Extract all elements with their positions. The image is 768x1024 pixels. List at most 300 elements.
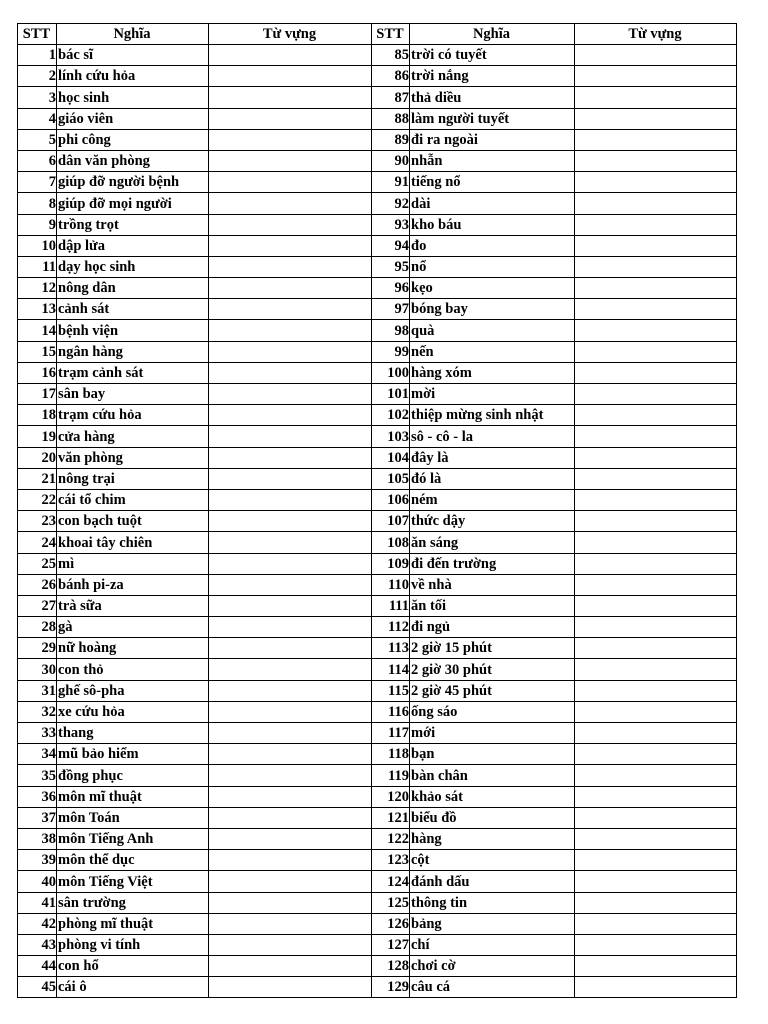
meaning-cell-right: về nhà xyxy=(410,574,575,595)
meaning-cell-left: khoai tây chiên xyxy=(57,532,209,553)
table-row xyxy=(18,214,737,235)
row-number-left: 22 xyxy=(18,489,57,510)
meaning-cell-left: trà sữa xyxy=(57,595,209,616)
vocab-cell-left[interactable] xyxy=(209,638,372,659)
meaning-cell-right: tiếng nổ xyxy=(410,172,575,193)
vocab-cell-left[interactable] xyxy=(209,956,372,977)
table-row xyxy=(18,66,737,87)
vocab-cell-right[interactable] xyxy=(575,617,737,638)
header-vocab-right: Từ vựng xyxy=(575,24,737,45)
vocab-cell-right[interactable] xyxy=(575,977,737,998)
meaning-cell-right: ném xyxy=(410,489,575,510)
meaning-cell-left: môn Tiếng Anh xyxy=(57,828,209,849)
row-number-left: 29 xyxy=(18,638,57,659)
row-number-right: 112 xyxy=(372,617,410,638)
row-number-right: 121 xyxy=(372,807,410,828)
table-row xyxy=(18,108,737,129)
row-number-right: 96 xyxy=(372,278,410,299)
vocab-cell-left[interactable] xyxy=(209,384,372,405)
meaning-cell-right: mời xyxy=(410,384,575,405)
meaning-cell-right: đo xyxy=(410,235,575,256)
meaning-cell-left: môn Toán xyxy=(57,807,209,828)
vocab-cell-right[interactable] xyxy=(575,892,737,913)
vocab-cell-right[interactable] xyxy=(575,934,737,955)
row-number-right: 85 xyxy=(372,45,410,66)
meaning-cell-left: con hổ xyxy=(57,956,209,977)
vocab-cell-left[interactable] xyxy=(209,765,372,786)
meaning-cell-right: đi ngủ xyxy=(410,617,575,638)
table-row xyxy=(18,489,737,510)
row-number-left: 7 xyxy=(18,172,57,193)
row-number-right: 102 xyxy=(372,405,410,426)
vocab-cell-right[interactable] xyxy=(575,256,737,277)
vocab-cell-right[interactable] xyxy=(575,405,737,426)
vocab-cell-left[interactable] xyxy=(209,172,372,193)
table-row xyxy=(18,828,737,849)
vocab-cell-left[interactable] xyxy=(209,87,372,108)
meaning-cell-right: đi đến trường xyxy=(410,553,575,574)
vocab-cell-right[interactable] xyxy=(575,426,737,447)
header-meaning-right: Nghĩa xyxy=(410,24,575,45)
table-row xyxy=(18,532,737,553)
row-number-left: 17 xyxy=(18,384,57,405)
row-number-left: 15 xyxy=(18,341,57,362)
table-row xyxy=(18,701,737,722)
vocab-cell-right[interactable] xyxy=(575,553,737,574)
meaning-cell-right: bạn xyxy=(410,744,575,765)
meaning-cell-right: nến xyxy=(410,341,575,362)
row-number-right: 101 xyxy=(372,384,410,405)
table-row xyxy=(18,956,737,977)
row-number-right: 93 xyxy=(372,214,410,235)
vocab-cell-left[interactable] xyxy=(209,235,372,256)
meaning-cell-left: mũ bảo hiểm xyxy=(57,744,209,765)
row-number-right: 92 xyxy=(372,193,410,214)
meaning-cell-left: ghế sô-pha xyxy=(57,680,209,701)
meaning-cell-left: ngân hàng xyxy=(57,341,209,362)
table-row xyxy=(18,468,737,489)
table-row xyxy=(18,447,737,468)
meaning-cell-right: câu cá xyxy=(410,977,575,998)
vocab-cell-left[interactable] xyxy=(209,108,372,129)
vocab-cell-left[interactable] xyxy=(209,320,372,341)
vocab-cell-right[interactable] xyxy=(575,341,737,362)
meaning-cell-left: thang xyxy=(57,723,209,744)
meaning-cell-left: dập lửa xyxy=(57,235,209,256)
vocab-cell-right[interactable] xyxy=(575,320,737,341)
row-number-left: 27 xyxy=(18,595,57,616)
row-number-left: 4 xyxy=(18,108,57,129)
vocab-cell-right[interactable] xyxy=(575,765,737,786)
row-number-left: 35 xyxy=(18,765,57,786)
vocab-cell-left[interactable] xyxy=(209,850,372,871)
row-number-right: 94 xyxy=(372,235,410,256)
vocab-cell-left[interactable] xyxy=(209,129,372,150)
meaning-cell-right: chơi cờ xyxy=(410,956,575,977)
table-row xyxy=(18,129,737,150)
table-row xyxy=(18,892,737,913)
row-number-left: 34 xyxy=(18,744,57,765)
meaning-cell-left: bệnh viện xyxy=(57,320,209,341)
meaning-cell-left: nữ hoàng xyxy=(57,638,209,659)
meaning-cell-right: thức dậy xyxy=(410,511,575,532)
vocab-cell-left[interactable] xyxy=(209,977,372,998)
vocab-cell-right[interactable] xyxy=(575,807,737,828)
row-number-left: 45 xyxy=(18,977,57,998)
vocab-cell-right[interactable] xyxy=(575,235,737,256)
vocab-cell-left[interactable] xyxy=(209,489,372,510)
vocab-cell-right[interactable] xyxy=(575,680,737,701)
vocab-cell-left[interactable] xyxy=(209,659,372,680)
row-number-left: 38 xyxy=(18,828,57,849)
row-number-left: 44 xyxy=(18,956,57,977)
vocab-cell-left[interactable] xyxy=(209,362,372,383)
vocab-cell-right[interactable] xyxy=(575,384,737,405)
vocab-cell-right[interactable] xyxy=(575,468,737,489)
row-number-right: 99 xyxy=(372,341,410,362)
vocab-cell-right[interactable] xyxy=(575,850,737,871)
row-number-left: 1 xyxy=(18,45,57,66)
row-number-right: 89 xyxy=(372,129,410,150)
vocab-cell-left[interactable] xyxy=(209,828,372,849)
vocab-cell-right[interactable] xyxy=(575,193,737,214)
vocab-cell-right[interactable] xyxy=(575,66,737,87)
vocab-cell-left[interactable] xyxy=(209,341,372,362)
row-number-left: 3 xyxy=(18,87,57,108)
row-number-right: 124 xyxy=(372,871,410,892)
vocab-cell-right[interactable] xyxy=(575,150,737,171)
vocab-cell-left[interactable] xyxy=(209,871,372,892)
row-number-right: 114 xyxy=(372,659,410,680)
table-row xyxy=(18,150,737,171)
vocab-cell-right[interactable] xyxy=(575,362,737,383)
row-number-right: 100 xyxy=(372,362,410,383)
vocab-cell-right[interactable] xyxy=(575,574,737,595)
vocab-cell-right[interactable] xyxy=(575,913,737,934)
table-row xyxy=(18,362,737,383)
meaning-cell-right: làm người tuyết xyxy=(410,108,575,129)
table-row xyxy=(18,638,737,659)
vocab-cell-left[interactable] xyxy=(209,701,372,722)
row-number-left: 13 xyxy=(18,299,57,320)
meaning-cell-right: mới xyxy=(410,723,575,744)
row-number-left: 41 xyxy=(18,892,57,913)
row-number-right: 98 xyxy=(372,320,410,341)
table-row xyxy=(18,256,737,277)
meaning-cell-right: bảng xyxy=(410,913,575,934)
vocab-cell-left[interactable] xyxy=(209,892,372,913)
table-row xyxy=(18,934,737,955)
header-row xyxy=(18,24,737,45)
table-row xyxy=(18,807,737,828)
vocab-cell-left[interactable] xyxy=(209,913,372,934)
row-number-right: 127 xyxy=(372,934,410,955)
row-number-left: 30 xyxy=(18,659,57,680)
row-number-left: 42 xyxy=(18,913,57,934)
table-row xyxy=(18,913,737,934)
row-number-right: 107 xyxy=(372,511,410,532)
meaning-cell-right: cột xyxy=(410,850,575,871)
row-number-left: 31 xyxy=(18,680,57,701)
meaning-cell-left: gà xyxy=(57,617,209,638)
meaning-cell-left: phòng mĩ thuật xyxy=(57,913,209,934)
row-number-right: 123 xyxy=(372,850,410,871)
table-row xyxy=(18,871,737,892)
header-meaning-left: Nghĩa xyxy=(57,24,209,45)
table-row xyxy=(18,765,737,786)
vocab-cell-left[interactable] xyxy=(209,723,372,744)
meaning-cell-right: trời có tuyết xyxy=(410,45,575,66)
table-row xyxy=(18,659,737,680)
row-number-right: 113 xyxy=(372,638,410,659)
meaning-cell-left: dạy học sinh xyxy=(57,256,209,277)
row-number-left: 8 xyxy=(18,193,57,214)
header-vocab-left: Từ vựng xyxy=(209,24,372,45)
meaning-cell-right: biểu đồ xyxy=(410,807,575,828)
meaning-cell-left: môn Tiếng Việt xyxy=(57,871,209,892)
vocab-cell-left[interactable] xyxy=(209,278,372,299)
row-number-left: 12 xyxy=(18,278,57,299)
meaning-cell-right: đi ra ngoài xyxy=(410,129,575,150)
meaning-cell-right: thông tin xyxy=(410,892,575,913)
vocab-cell-left[interactable] xyxy=(209,299,372,320)
row-number-right: 111 xyxy=(372,595,410,616)
row-number-left: 25 xyxy=(18,553,57,574)
table-row xyxy=(18,320,737,341)
row-number-right: 120 xyxy=(372,786,410,807)
meaning-cell-left: cái ô xyxy=(57,977,209,998)
vocabulary-table xyxy=(17,23,737,998)
row-number-left: 43 xyxy=(18,934,57,955)
row-number-right: 90 xyxy=(372,150,410,171)
row-number-left: 33 xyxy=(18,723,57,744)
meaning-cell-left: cảnh sát xyxy=(57,299,209,320)
meaning-cell-right: thả diều xyxy=(410,87,575,108)
row-number-right: 95 xyxy=(372,256,410,277)
meaning-cell-left: nông dân xyxy=(57,278,209,299)
row-number-right: 128 xyxy=(372,956,410,977)
row-number-right: 116 xyxy=(372,701,410,722)
meaning-cell-right: chí xyxy=(410,934,575,955)
vocab-cell-right[interactable] xyxy=(575,129,737,150)
vocab-cell-left[interactable] xyxy=(209,744,372,765)
table-row xyxy=(18,235,737,256)
vocab-cell-left[interactable] xyxy=(209,193,372,214)
meaning-cell-left: cái tổ chim xyxy=(57,489,209,510)
table-row xyxy=(18,384,737,405)
vocab-cell-right[interactable] xyxy=(575,87,737,108)
meaning-cell-left: trạm cảnh sát xyxy=(57,362,209,383)
meaning-cell-right: ống sáo xyxy=(410,701,575,722)
row-number-left: 14 xyxy=(18,320,57,341)
row-number-right: 97 xyxy=(372,299,410,320)
vocab-cell-left[interactable] xyxy=(209,405,372,426)
row-number-left: 24 xyxy=(18,532,57,553)
vocab-cell-right[interactable] xyxy=(575,447,737,468)
table-row xyxy=(18,617,737,638)
meaning-cell-right: sô - cô - la xyxy=(410,426,575,447)
row-number-right: 115 xyxy=(372,680,410,701)
vocab-cell-left[interactable] xyxy=(209,553,372,574)
meaning-cell-left: đồng phục xyxy=(57,765,209,786)
vocab-cell-right[interactable] xyxy=(575,532,737,553)
vocab-cell-right[interactable] xyxy=(575,786,737,807)
vocab-cell-left[interactable] xyxy=(209,45,372,66)
vocab-cell-left[interactable] xyxy=(209,595,372,616)
meaning-cell-left: văn phòng xyxy=(57,447,209,468)
vocab-cell-left[interactable] xyxy=(209,680,372,701)
table-row xyxy=(18,850,737,871)
table-row xyxy=(18,553,737,574)
vocab-cell-right[interactable] xyxy=(575,172,737,193)
table-row xyxy=(18,45,737,66)
vocab-cell-right[interactable] xyxy=(575,45,737,66)
vocab-cell-right[interactable] xyxy=(575,828,737,849)
row-number-left: 16 xyxy=(18,362,57,383)
meaning-cell-right: khảo sát xyxy=(410,786,575,807)
vocab-cell-left[interactable] xyxy=(209,934,372,955)
row-number-right: 91 xyxy=(372,172,410,193)
row-number-right: 118 xyxy=(372,744,410,765)
row-number-left: 5 xyxy=(18,129,57,150)
meaning-cell-right: đó là xyxy=(410,468,575,489)
vocab-cell-left[interactable] xyxy=(209,617,372,638)
row-number-right: 104 xyxy=(372,447,410,468)
row-number-left: 26 xyxy=(18,574,57,595)
vocab-cell-right[interactable] xyxy=(575,595,737,616)
header-stt-left: STT xyxy=(18,24,57,45)
meaning-cell-left: con thỏ xyxy=(57,659,209,680)
meaning-cell-right: 2 giờ 45 phút xyxy=(410,680,575,701)
table-body xyxy=(18,45,737,998)
meaning-cell-left: bánh pi-za xyxy=(57,574,209,595)
table-row xyxy=(18,786,737,807)
table-row xyxy=(18,426,737,447)
row-number-right: 86 xyxy=(372,66,410,87)
meaning-cell-right: hàng xóm xyxy=(410,362,575,383)
row-number-right: 88 xyxy=(372,108,410,129)
row-number-left: 28 xyxy=(18,617,57,638)
header-stt-right: STT xyxy=(372,24,410,45)
meaning-cell-left: giúp đỡ người bệnh xyxy=(57,172,209,193)
meaning-cell-right: thiệp mừng sinh nhật xyxy=(410,405,575,426)
vocab-cell-right[interactable] xyxy=(575,489,737,510)
vocab-cell-left[interactable] xyxy=(209,574,372,595)
vocab-cell-right[interactable] xyxy=(575,871,737,892)
meaning-cell-left: bác sĩ xyxy=(57,45,209,66)
meaning-cell-left: con bạch tuột xyxy=(57,511,209,532)
meaning-cell-right: đánh dấu xyxy=(410,871,575,892)
meaning-cell-right: 2 giờ 15 phút xyxy=(410,638,575,659)
vocab-cell-right[interactable] xyxy=(575,299,737,320)
row-number-right: 109 xyxy=(372,553,410,574)
row-number-right: 117 xyxy=(372,723,410,744)
meaning-cell-left: môn mĩ thuật xyxy=(57,786,209,807)
vocab-cell-left[interactable] xyxy=(209,807,372,828)
table-row xyxy=(18,341,737,362)
vocab-cell-left[interactable] xyxy=(209,511,372,532)
row-number-left: 36 xyxy=(18,786,57,807)
table-row xyxy=(18,977,737,998)
meaning-cell-right: bàn chân xyxy=(410,765,575,786)
meaning-cell-left: phòng vi tính xyxy=(57,934,209,955)
vocab-cell-right[interactable] xyxy=(575,956,737,977)
row-number-left: 40 xyxy=(18,871,57,892)
row-number-right: 122 xyxy=(372,828,410,849)
row-number-right: 125 xyxy=(372,892,410,913)
meaning-cell-right: hàng xyxy=(410,828,575,849)
meaning-cell-right: bóng bay xyxy=(410,299,575,320)
table-row xyxy=(18,87,737,108)
meaning-cell-left: lính cứu hỏa xyxy=(57,66,209,87)
row-number-left: 20 xyxy=(18,447,57,468)
row-number-left: 19 xyxy=(18,426,57,447)
vocab-cell-left[interactable] xyxy=(209,468,372,489)
meaning-cell-right: trời nắng xyxy=(410,66,575,87)
meaning-cell-right: nhẫn xyxy=(410,150,575,171)
row-number-right: 126 xyxy=(372,913,410,934)
table-row xyxy=(18,299,737,320)
vocab-cell-left[interactable] xyxy=(209,150,372,171)
vocab-cell-left[interactable] xyxy=(209,66,372,87)
row-number-right: 87 xyxy=(372,87,410,108)
row-number-right: 110 xyxy=(372,574,410,595)
meaning-cell-left: sân bay xyxy=(57,384,209,405)
table-row xyxy=(18,405,737,426)
table-row xyxy=(18,680,737,701)
meaning-cell-left: cửa hàng xyxy=(57,426,209,447)
vocab-cell-right[interactable] xyxy=(575,278,737,299)
table-row xyxy=(18,193,737,214)
vocab-cell-left[interactable] xyxy=(209,532,372,553)
row-number-left: 2 xyxy=(18,66,57,87)
meaning-cell-right: ăn tối xyxy=(410,595,575,616)
meaning-cell-right: kẹo xyxy=(410,278,575,299)
vocab-cell-right[interactable] xyxy=(575,744,737,765)
vocab-cell-right[interactable] xyxy=(575,214,737,235)
meaning-cell-left: trồng trọt xyxy=(57,214,209,235)
vocab-cell-right[interactable] xyxy=(575,108,737,129)
meaning-cell-left: trạm cứu hỏa xyxy=(57,405,209,426)
row-number-right: 119 xyxy=(372,765,410,786)
meaning-cell-left: mì xyxy=(57,553,209,574)
vocab-cell-left[interactable] xyxy=(209,256,372,277)
row-number-right: 103 xyxy=(372,426,410,447)
vocab-cell-left[interactable] xyxy=(209,447,372,468)
meaning-cell-right: nổ xyxy=(410,256,575,277)
table-row xyxy=(18,278,737,299)
vocab-cell-left[interactable] xyxy=(209,426,372,447)
vocab-cell-left[interactable] xyxy=(209,214,372,235)
row-number-left: 32 xyxy=(18,701,57,722)
meaning-cell-left: giúp đỡ mọi người xyxy=(57,193,209,214)
meaning-cell-left: nông trại xyxy=(57,468,209,489)
vocab-cell-right[interactable] xyxy=(575,638,737,659)
row-number-right: 105 xyxy=(372,468,410,489)
vocab-cell-right[interactable] xyxy=(575,659,737,680)
vocab-cell-right[interactable] xyxy=(575,723,737,744)
row-number-left: 21 xyxy=(18,468,57,489)
meaning-cell-left: sân trường xyxy=(57,892,209,913)
row-number-left: 18 xyxy=(18,405,57,426)
row-number-left: 39 xyxy=(18,850,57,871)
table-row xyxy=(18,172,737,193)
meaning-cell-left: môn thể dục xyxy=(57,850,209,871)
vocab-cell-right[interactable] xyxy=(575,511,737,532)
vocab-cell-right[interactable] xyxy=(575,701,737,722)
vocab-cell-left[interactable] xyxy=(209,786,372,807)
row-number-left: 23 xyxy=(18,511,57,532)
